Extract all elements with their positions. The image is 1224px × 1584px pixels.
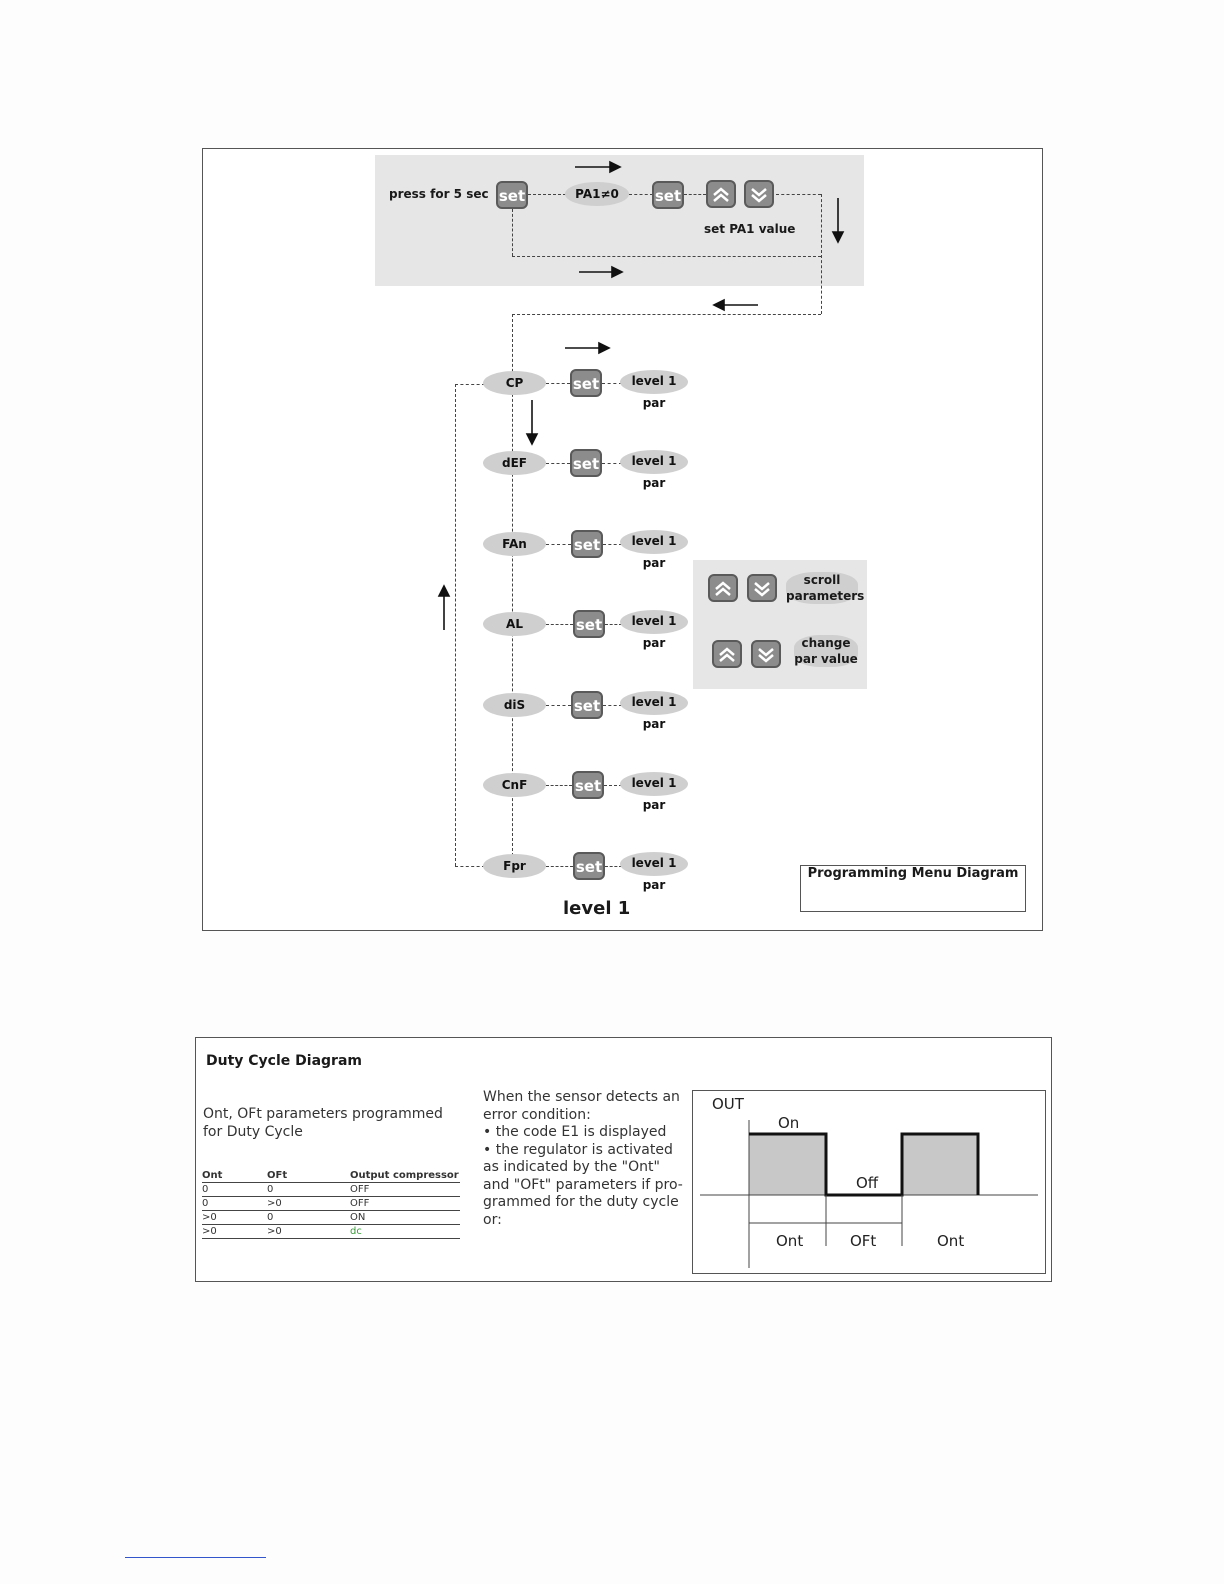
connector <box>602 463 622 464</box>
change-par-value-label: change par value <box>794 636 858 666</box>
double-chevron-up-icon <box>717 645 737 665</box>
level-label: level 1 <box>563 898 631 919</box>
level1-par-cnf: level 1 par <box>620 772 688 796</box>
set-key-cnf[interactable]: set <box>572 771 604 799</box>
table-row <box>202 1225 460 1239</box>
connector <box>605 624 622 625</box>
out-label: OUT <box>712 1095 744 1113</box>
footnote-separator <box>125 1557 266 1558</box>
double-chevron-down-icon <box>756 645 776 665</box>
param-oval-fan: FAn <box>483 532 546 556</box>
return-loop <box>455 384 485 385</box>
return-loop <box>455 384 456 866</box>
level1-par-def: level 1 par <box>620 450 688 474</box>
level1-par-fpr: level 1 par <box>620 852 688 876</box>
table-header: OFt <box>267 1170 350 1183</box>
table-header: Ont <box>202 1170 267 1183</box>
duty-cycle-waveform <box>692 1090 1046 1274</box>
param-oval-dis: diS <box>483 693 546 717</box>
table-cell: >0 <box>267 1225 350 1239</box>
connector <box>546 463 570 464</box>
table-cell: 0 <box>267 1183 350 1197</box>
press-label: press for 5 sec <box>389 187 489 201</box>
set-key-dis[interactable]: set <box>571 691 603 719</box>
scroll-parameters-label: scroll parameters <box>786 573 865 603</box>
table-row <box>202 1211 460 1225</box>
level1-par-dis: level 1 par <box>620 691 688 715</box>
level1-par-cp: level 1 par <box>620 370 688 394</box>
on-label: On <box>778 1114 800 1132</box>
table-cell: >0 <box>202 1211 267 1225</box>
duty-cycle-intro: Ont, OFt parameters programmed for Duty Cycle <box>203 1106 443 1140</box>
set-key-cp[interactable]: set <box>570 369 602 397</box>
param-oval-cnf: CnF <box>483 773 546 797</box>
table-row <box>202 1183 460 1197</box>
on-period-fill <box>902 1134 978 1195</box>
table-cell: OFF <box>350 1197 460 1211</box>
connector <box>546 544 571 545</box>
on-period-fill <box>749 1134 826 1195</box>
set-pa1-value-label: set PA1 value <box>704 222 796 236</box>
pa1-oval: PA1≠0 <box>565 182 629 206</box>
table-cell: 0 <box>202 1183 267 1197</box>
duty-cycle-table <box>202 1170 460 1239</box>
connector <box>546 383 570 384</box>
scroll-up-key[interactable] <box>708 574 738 602</box>
set-key-fan[interactable]: set <box>571 530 603 558</box>
param-oval-cp: CP <box>483 371 546 395</box>
table-cell-dc: dc <box>350 1225 460 1239</box>
change-up-key[interactable] <box>712 640 742 668</box>
param-oval-def: dEF <box>483 451 546 475</box>
scroll-down-key[interactable] <box>747 574 777 602</box>
duty-cycle-description: When the sensor detects an error condition: • the code E1 is displayed • the regulator is activated as indicated by the "Ont" and "OFt" parameters if pro-grammed for the duty cycle or: <box>483 1089 683 1228</box>
param-oval-al: AL <box>483 612 546 636</box>
set-key-al[interactable]: set <box>573 610 605 638</box>
set-key-def[interactable]: set <box>570 449 602 477</box>
table-cell: 0 <box>202 1197 267 1211</box>
double-chevron-up-icon <box>713 579 733 599</box>
connector <box>605 866 622 867</box>
set-key-pa1[interactable]: set <box>652 181 684 209</box>
duty-cycle-title: Duty Cycle Diagram <box>206 1053 362 1069</box>
table-cell: >0 <box>267 1197 350 1211</box>
double-chevron-down-icon <box>752 579 772 599</box>
ont-label: Ont <box>776 1232 804 1250</box>
connector <box>546 866 573 867</box>
oft-label: OFt <box>850 1232 877 1250</box>
table-row <box>202 1197 460 1211</box>
connector <box>602 383 622 384</box>
ont-label: Ont <box>937 1232 965 1250</box>
param-oval-fpr: Fpr <box>483 854 546 878</box>
level1-par-fan: level 1 par <box>620 530 688 554</box>
connector <box>603 705 622 706</box>
table-cell: >0 <box>202 1225 267 1239</box>
connector <box>546 705 571 706</box>
set-key-enter[interactable]: set <box>496 181 528 209</box>
set-key-fpr[interactable]: set <box>573 852 605 880</box>
connector <box>546 785 572 786</box>
off-label: Off <box>856 1174 879 1192</box>
return-loop <box>455 866 485 867</box>
level1-par-al: level 1 par <box>620 610 688 634</box>
diagram-title-box <box>800 865 1026 912</box>
table-cell: ON <box>350 1211 460 1225</box>
table-cell: OFF <box>350 1183 460 1197</box>
diagram-title: Programming Menu Diagram <box>807 866 1019 881</box>
table-cell: 0 <box>267 1211 350 1225</box>
connector <box>603 544 622 545</box>
table-header: Output compressor <box>350 1170 459 1181</box>
change-down-key[interactable] <box>751 640 781 668</box>
connector <box>546 624 573 625</box>
